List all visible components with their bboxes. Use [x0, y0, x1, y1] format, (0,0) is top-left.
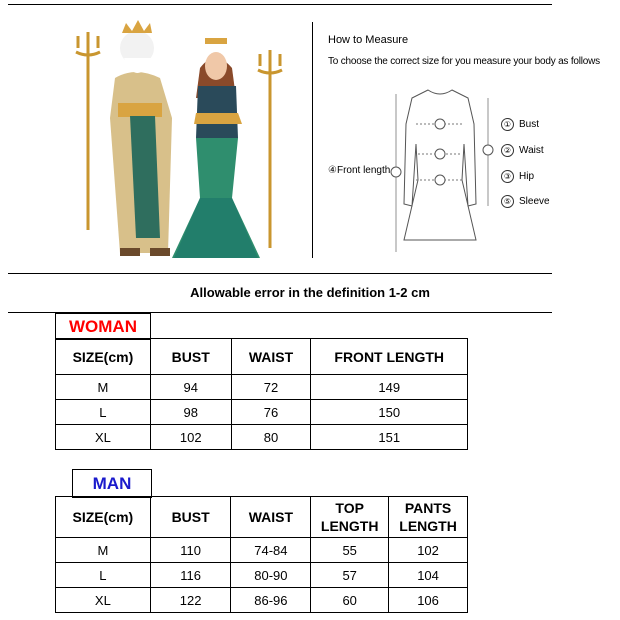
header-pants-length: PANTS LENGTH: [389, 497, 468, 538]
cell-waist: 74-84: [231, 538, 311, 563]
cell-front-length: 151: [311, 425, 468, 450]
how-to-measure-subtitle: To choose the correct size for you measure your body as follows: [328, 56, 600, 67]
header-bottom-rule: [8, 273, 552, 274]
table-header-row: [56, 497, 468, 538]
legend-label: Bust: [519, 119, 540, 131]
dress-diagram: [380, 84, 500, 256]
cell-waist: 80: [231, 425, 311, 450]
cell-front-length: 150: [311, 400, 468, 425]
header-top-length: TOP LENGTH: [311, 497, 389, 538]
header-size: SIZE(cm): [56, 339, 151, 375]
cell-bust: 94: [150, 375, 231, 400]
header-bust: BUST: [150, 339, 231, 375]
allowable-error-note: Allowable error in the definition 1-2 cm: [190, 285, 430, 300]
header-front-length: FRONT LENGTH: [311, 339, 468, 375]
legend-sleeve: [501, 195, 550, 208]
cell-size: XL: [56, 425, 151, 450]
cell-top-length: 57: [311, 563, 389, 588]
woman-label: WOMAN: [55, 313, 151, 340]
legend-bust: [501, 118, 539, 131]
cell-bust: 102: [150, 425, 231, 450]
cell-pants-length: 104: [389, 563, 468, 588]
table-row: [56, 400, 468, 425]
cell-bust: 122: [150, 588, 231, 613]
cell-bust: 116: [150, 563, 231, 588]
table-row: [56, 425, 468, 450]
table-row: [56, 375, 468, 400]
legend-label: Waist: [519, 145, 544, 157]
legend-num: ①: [501, 118, 514, 131]
man-label: MAN: [72, 469, 152, 498]
cell-waist: 86-96: [231, 588, 311, 613]
legend-label: Hip: [519, 171, 535, 183]
cell-front-length: 149: [311, 375, 468, 400]
cell-size: M: [56, 375, 151, 400]
cell-pants-length: 106: [389, 588, 468, 613]
cell-top-length: 55: [311, 538, 389, 563]
table-row: [56, 538, 468, 563]
front-length-label: ④Front length: [328, 165, 391, 176]
header-waist: WAIST: [231, 497, 311, 538]
header-waist: WAIST: [231, 339, 311, 375]
legend-num: ⑤: [501, 195, 514, 208]
cell-waist: 72: [231, 375, 311, 400]
cell-size: XL: [56, 588, 151, 613]
legend-waist: [501, 144, 544, 157]
cell-bust: 110: [150, 538, 231, 563]
header-bust: BUST: [150, 497, 231, 538]
cell-size: M: [56, 538, 151, 563]
legend-num: ③: [501, 170, 514, 183]
cell-waist: 80-90: [231, 563, 311, 588]
how-to-measure-title: How to Measure: [328, 34, 409, 46]
header-size: SIZE(cm): [56, 497, 151, 538]
costume-photo: [60, 8, 300, 266]
cell-size: L: [56, 563, 151, 588]
table-row: [56, 563, 468, 588]
cell-size: L: [56, 400, 151, 425]
cell-pants-length: 102: [389, 538, 468, 563]
cell-top-length: 60: [311, 588, 389, 613]
woman-size-table: [55, 338, 468, 450]
cell-waist: 76: [231, 400, 311, 425]
top-rule: [8, 4, 552, 5]
cell-bust: 98: [150, 400, 231, 425]
photo-divider: [312, 22, 313, 258]
table-header-row: [56, 339, 468, 375]
table-row: [56, 588, 468, 613]
legend-label: Sleeve: [519, 196, 550, 208]
legend-hip: [501, 170, 534, 183]
man-size-table: [55, 496, 468, 613]
legend-num: ②: [501, 144, 514, 157]
